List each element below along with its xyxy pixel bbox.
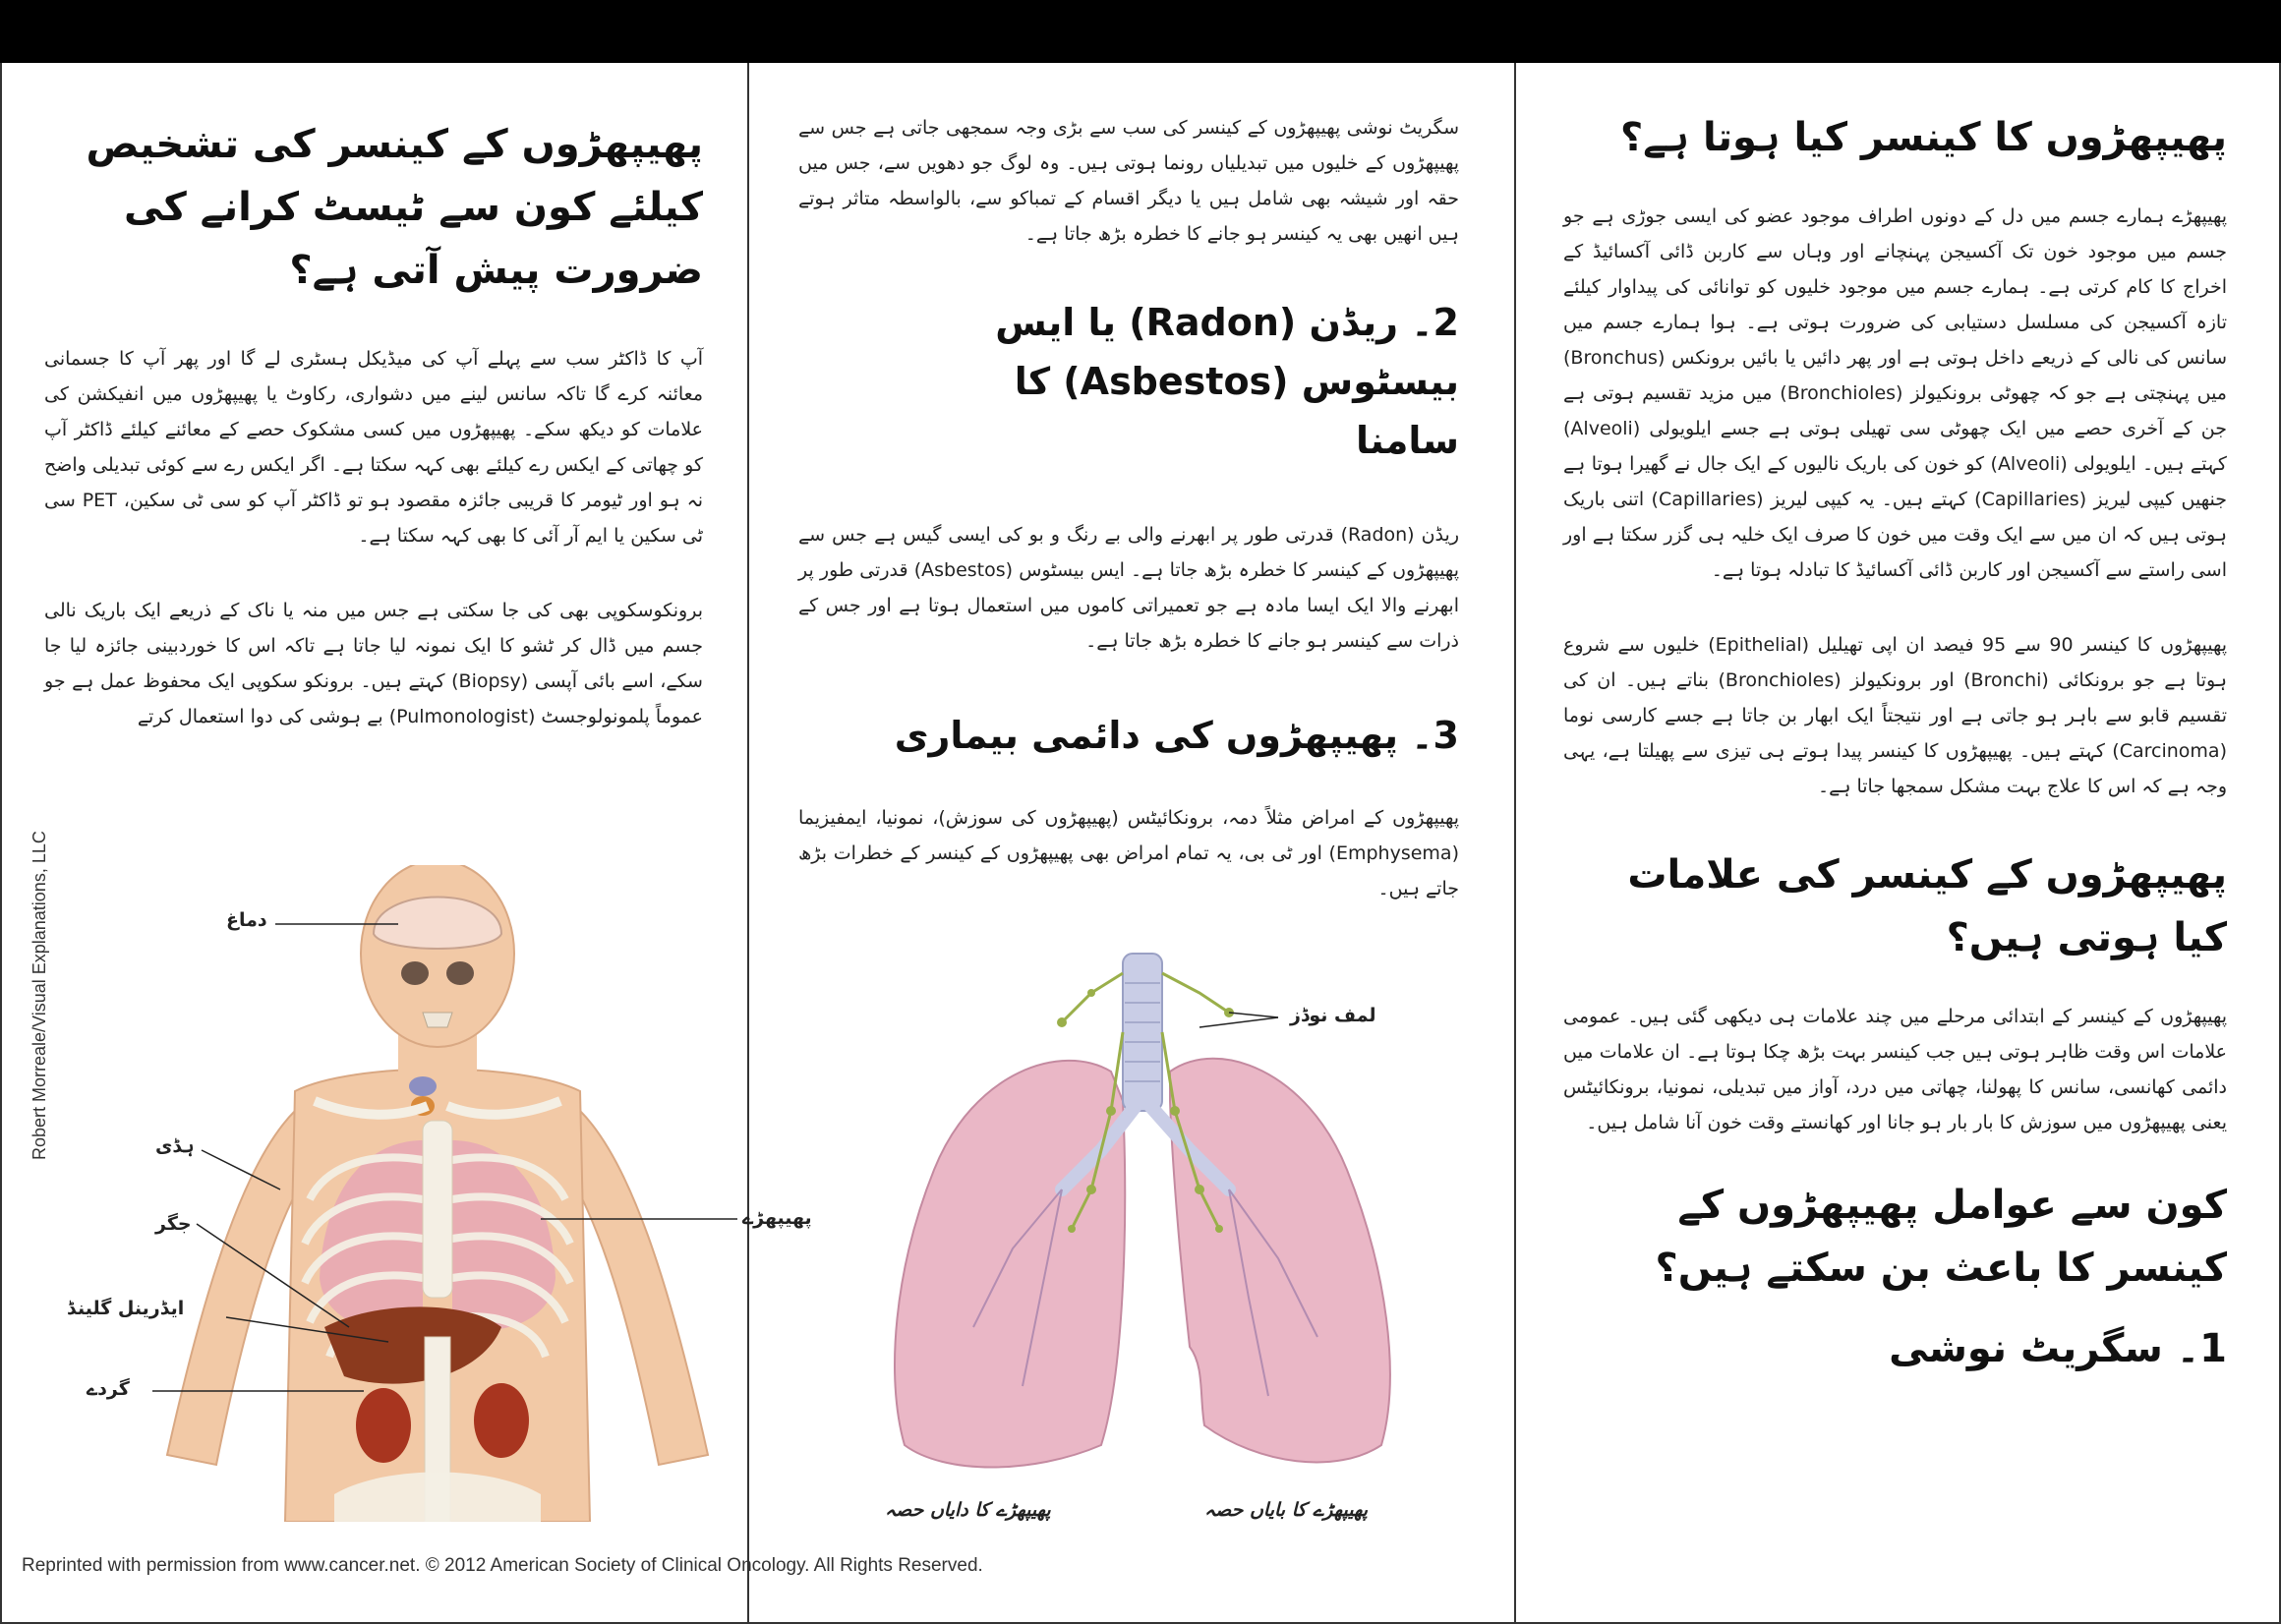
- label-lungs: پھیپھڑے: [742, 1207, 812, 1229]
- label-adrenal-gland: ایڈرینل گلینڈ: [67, 1298, 185, 1319]
- right-column: [1563, 106, 2227, 1380]
- left-column: [44, 113, 703, 734]
- middle-column: [798, 110, 1459, 906]
- paragraph-lung-function: پھیپھڑے ہمارے جسم میں دل کے دونوں اطراف موجود عضو کی ایسی جوڑی ہے جو جسم میں موجود خون تک آکسیجن پہنچانے اور وہاں سے کاربن ڈائی آکسائیڈ کے اخراج کا کام کرتی ہے۔ ہمارے جسم میں موجود خلیوں کو توانائی کی پیداوار کیلئے تازہ آکسیجن کی مسلسل دستیابی کی ضرورت ہوتی ہے۔ ہوا ہمارے جسم میں سانس کی نالی کے ذریعے داخل ہوتی ہے اور پھر دائیں یا بائیں برونکس (Bronchus) میں پہنچتی ہے جو کہ چھوٹی برونکیولز (Bronchioles) میں مزید تقسیم ہوتی ہے جن کے آخری حصے میں ایک چھوٹی سی تھیلی ہوتی ہے جسے ایلویولی (Alveoli) کہتے ہیں۔ ایلویولی (Alveoli) کو خون کی باریک نالیوں کے ایک جال نے گھیرا ہوتا ہے جنھیں کیپی لیریز (Capillaries) کہتے ہیں۔ یہ کیپی لیریز (Capillaries) اتنی باریک ہوتی ہیں کہ ان میں سے ایک وقت میں خون کا صرف ایک خلیہ ہی گزر سکتا ہے اور اسی راستے سے آکسیجن اور کاربن ڈائی آکسائیڈ کا تبادلہ ہوتا ہے۔: [1563, 205, 2227, 581]
- label-left-lung: پھیپھڑے کا بایاں حصہ: [1204, 1499, 1369, 1521]
- paragraph-bronchoscopy: برونکوسکوپی بھی کی جا سکتی ہے جس میں منہ یا ناک کے ذریعے ایک باریک نالی جسم میں ڈال کر ٹشو کا ایک نمونہ لیا جاتا ہے تاکہ اس کا خوردبینی جائزہ لیا جا سکے، اسے بائی آپسی (Biopsy) کہتے ہیں۔ برونکو سکوپی ایک محفوظ عمل ہے جو عموماً پلمونولوجسٹ (Pulmonologist) بے ہوشی کی دوا استعمال کرتے: [44, 600, 703, 727]
- illustration-credit: Robert Morreale/Visual Explanations, LLC: [29, 831, 49, 1160]
- footer-permission: Reprinted with permission from www.cancer.net. © 2012 American Society of Clinical Oncology. All Rights Reserved.: [22, 1555, 983, 1576]
- left-border: [0, 63, 2, 1624]
- column-divider-right: [1514, 63, 1516, 1624]
- label-lymph-nodes: لمف نوڈز: [1290, 1005, 1376, 1026]
- paragraph-radon-asbestos: ریڈن (Radon) قدرتی طور پر ابھرنے والی بے رنگ و بو کی ایسی گیس ہے جس سے پھیپھڑوں کے کینسر کا خطرہ بڑھ جاتا ہے۔ ایس بیسٹوس (Asbestos) قدرتی طور پر ابھرنے والا ایک ایسا مادہ ہے جو تعمیراتی کاموں میں استعمال ہوتا ہے اور جس کے ذرات سے کینسر ہو جانے کا خطرہ بڑھ جاتا ہے۔: [798, 524, 1459, 652]
- heading-what-is-lung-cancer: پھیپھڑوں کا کینسر کیا ہوتا ہے؟: [1619, 115, 2227, 160]
- body-illustration: [128, 865, 747, 1522]
- label-bone: ہڈی: [155, 1135, 195, 1157]
- heading-smoking: 1۔ سگریٹ نوشی: [1889, 1326, 2227, 1371]
- right-kidney: [356, 1388, 411, 1463]
- heading-chronic-disease: 3۔ پھیپھڑوں کی دائمی بیماری: [894, 714, 1459, 757]
- label-kidney: گردے: [87, 1378, 130, 1400]
- heading-causes: کون سے عوامل پھیپھڑوں کے کینسر کا باعث بن سکتے ہیں؟: [1655, 1183, 2227, 1291]
- heading-symptoms: پھیپھڑوں کے کینسر کی علامات کیا ہوتی ہیں؟: [1627, 852, 2227, 960]
- heading-diagnosis-tests: پھیپھڑوں کے کینسر کی تشخیص کیلئے کون سے ٹیسٹ کرانے کی ضرورت پیش آتی ہے؟: [86, 122, 703, 293]
- right-lung-shape: [895, 1061, 1125, 1468]
- label-right-lung: پھیپھڑے کا دایاں حصہ: [885, 1499, 1051, 1521]
- paragraph-symptoms: پھیپھڑوں کے کینسر کے ابتدائی مرحلے میں چند علامات ہی دیکھی گئی ہیں۔ عمومی علامات اس وقت ظاہر ہوتی ہیں جب کینسر بہت بڑھ چکا ہوتا ہے۔ ان علامات میں دائمی کھانسی، سانس کا پھولنا، چھاتی میں درد، آواز میں تبدیلی، نمونیا، برونکائیٹس یعنی پھیپھڑوں میں سوزش کا بار بار ہو جانا اور کھانستے وقت خون آنا شامل ہیں۔: [1563, 1006, 2227, 1133]
- paragraph-smoking: سگریٹ نوشی پھیپھڑوں کے کینسر کی سب سے بڑی وجہ سمجھی جاتی ہے جس سے پھیپھڑوں کے خلیوں میں تبدیلیاں رونما ہوتی ہیں۔ وہ لوگ جو دھویں سے، جس میں حقہ اور شیشہ بھی شامل ہیں یا دیگر اقسام کے تمباکو سے، بالواسطہ متاثر ہوتے ہیں انھیں بھی یہ کینسر ہو جانے کا خطرہ بڑھ جاتا ہے۔: [798, 117, 1459, 245]
- heading-radon-asbestos: 2۔ ریڈن (Radon) یا ایس بیسٹوس (Asbestos) کا سامنا: [995, 301, 1459, 462]
- label-liver: جگر: [155, 1213, 192, 1235]
- paragraph-cancer-origin: پھیپھڑوں کا کینسر 90 سے 95 فیصد ان اپی تھیلیل (Epithelial) خلیوں سے شروع ہوتا ہے جو برونکائی (Bronchi) اور برونکیولز (Bronchioles) بناتے ہیں۔ ان کی تقسیم قابو سے باہر ہو جاتی ہے اور نتیجتاً ایک ابھار بن جاتا ہے جسے کارسی نوما (Carcinoma) کہتے ہیں۔ پھیپھڑوں کا کینسر پیدا ہوتے ہی تیزی سے پھیلتا ہے، یہی وجہ ہے کہ اس کا علاج بہت مشکل سمجھا جاتا ہے۔: [1563, 634, 2227, 797]
- paragraph-medical-history: آپ کا ڈاکٹر سب سے پہلے آپ کی میڈیکل ہسٹری لے گا اور پھر آپ کا جسمانی معائنہ کرے گا تاکہ سانس لینے میں دشواری، رکاوٹ یا پھیپھڑوں میں انفیکشن کی علامات کو دیکھ سکے۔ پھیپھڑوں میں کسی مشکوک حصے کے معائنے کیلئے ڈاکٹر آپ کو چھاتی کے ایکس رے کیلئے بھی کہہ سکتا ہے۔ اگر ایکس رے سے کوئی تبدیلی واضح نہ ہو اور ٹیومر کا قریبی جائزہ مقصود ہو تو ڈاکٹر آپ کو سی ٹی سکین، PET سی ٹی سکین یا ایم آر آئی کا بھی کہہ سکتا ہے۔: [44, 348, 703, 547]
- top-black-bar: [0, 0, 2281, 63]
- left-kidney: [474, 1383, 529, 1458]
- paragraph-chronic-disease: پھیپھڑوں کے امراض مثلاً دمہ، برونکائیٹس (پھیپھڑوں کی سوزش)، نمونیا، ایمفیزیما (Emphysema) اور ٹی بی، یہ تمام امراض بھی پھیپھڑوں کے کینسر کے خطرات بڑھ جاتے ہیں۔: [798, 807, 1459, 899]
- label-brain: دماغ: [226, 909, 267, 931]
- column-divider-left: [747, 63, 749, 1624]
- trachea: [1123, 954, 1162, 1111]
